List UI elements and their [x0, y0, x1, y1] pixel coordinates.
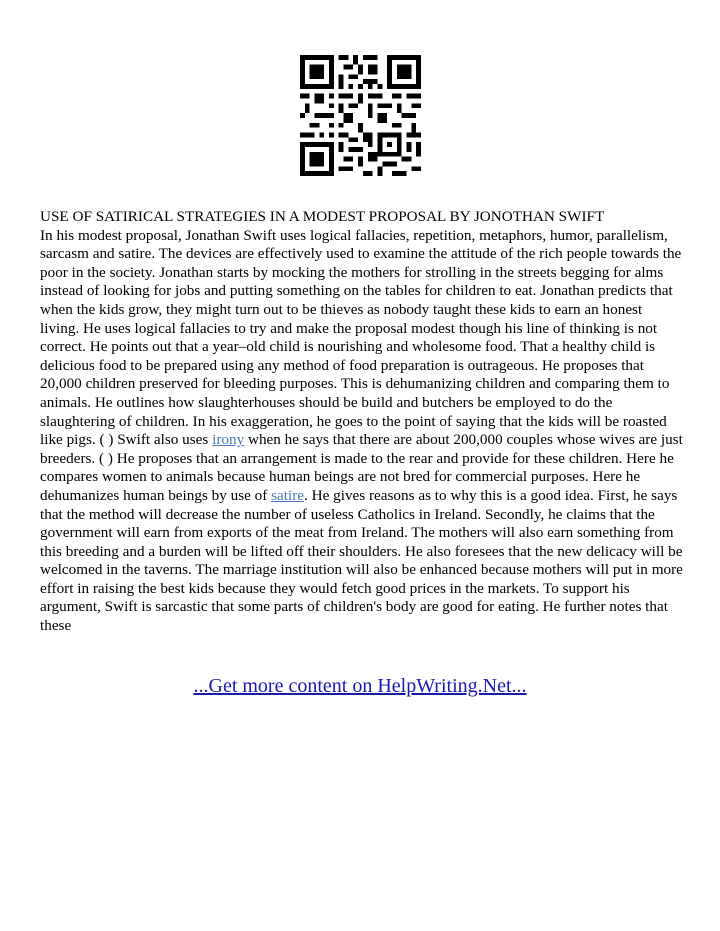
irony-link[interactable]: irony [212, 431, 245, 449]
qr-code-icon [300, 55, 421, 176]
document-title: USE OF SATIRICAL STRATEGIES IN A MODEST PROPOSAL BY JONOTHAN SWIFT [40, 208, 605, 225]
get-more-content-link[interactable]: ...Get more content on HelpWriting.Net... [193, 675, 527, 697]
essay-text-part-2: when he says that there are about 200,000 couples whose wives are just breeders. ( ) He proposes that an arrangement is made to the rear and provide for these children. Here he compares women to animals because human beings are not bred for commercial purposes. Here he dehumanizes human beings by use of [40, 431, 683, 504]
essay-text-part-1: In his modest proposal, Jonathan Swift uses logical fallacies, repetition, metaphors, humor, parallelism, sarcasm and satire. The devices are effectively used to examine the attitude of the rich people towards the poor in the society. Jonathan starts by mocking the mothers for strolling in the streets begging for alms instead of looking for jobs and putting something on the tables for children to eat. Jonathan predicts that when the kids grow, they might turn out to be thieves as nobody taught these kids to earn an honest living. He uses logical fallacies to try and make the proposal modest though his line of thinking is not correct. He points out that a year–old child is nourishing and wholesome food. That a healthy child is delicious food to be prepared using any method of food preparation is outrageous. He proposes that 20,000 children preserved for bleeding purposes. This is dehumanizing children and comparing them to animals. He outlines how slaughterhouses should be build and butchers be employed to do the slaughtering of children. In his exaggeration, he goes to the point of saying that the kids will be roasted like pigs. ( ) Swift also uses [40, 226, 682, 449]
document-body [40, 208, 685, 636]
qr-code [300, 55, 421, 176]
essay-text-part-3: . He gives reasons as to why this is a good idea. First, he says that the method will decrease the number of useless Catholics in Ireland. Secondly, he claims that the government will earn from exports of the meat from Ireland. The mothers will also earn something from this breeding and a burden will be lifted off their shoulders. He also foresees that the new delicacy will be welcomed in the taverns. The marriage institution will also be enhanced because mothers will put in more effort in raising the best kids because they would fetch good prices in the markets. To support his argument, Swift is sarcastic that some parts of children's body are good for eating. He further notes that these [40, 486, 683, 635]
essay-paragraph [40, 227, 685, 636]
satire-link[interactable]: satire [271, 486, 305, 504]
cta-container [0, 675, 720, 698]
